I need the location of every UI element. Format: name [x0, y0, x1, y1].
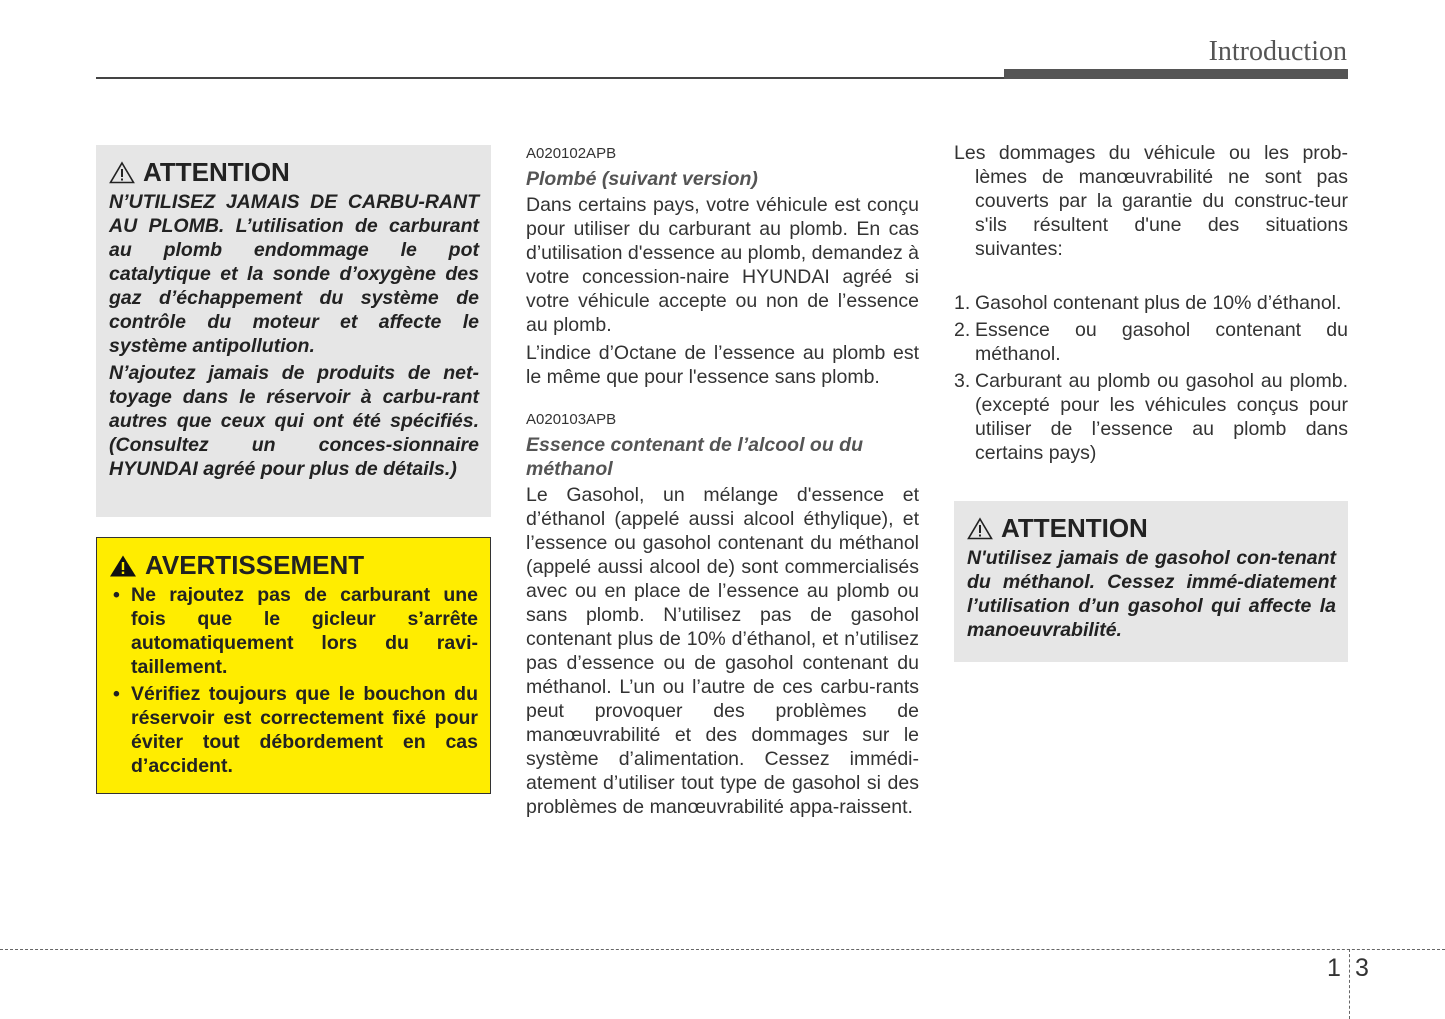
page-number: 3: [1355, 954, 1369, 982]
attention-paragraph: N’UTILISEZ JAMAIS DE CARBU-RANT AU PLOMB. L’utilisation de carburant au plomb endommage le pot catalytique et la sonde d’oxygène des gaz d’échappement du système de contrôle du moteur et affecte le système antipollution.: [109, 191, 479, 357]
footer-divider: [0, 949, 1445, 950]
list-item-text: Essence ou gasohol contenant du méthanol.: [975, 319, 1348, 365]
body-paragraph: Les dommages du véhicule ou les prob-lèmes de manœuvrabilité ne sont pas couverts par la garantie du construc-teur s'ils résultent d'une des situations suivantes:: [954, 142, 1348, 260]
warning-item: • Ne rajoutez pas de carburant une fois que le gicleur s’arrête automatiquement lors du ravi-taillement.: [109, 583, 478, 679]
attention-title: [967, 513, 1336, 544]
section-code: A020103APB: [526, 411, 617, 428]
warning-triangle-icon: [109, 554, 137, 578]
list-item-text: Gasohol contenant plus de 10% d’éthanol.: [975, 292, 1342, 314]
list-item: [954, 369, 1348, 465]
numbered-list: [954, 291, 1348, 465]
middle-column: [526, 145, 919, 819]
body-paragraph: Le Gasohol, un mélange d'essence et d’éthanol (appelé aussi alcool éthylique), et l’essence ou gasohol contenant du méthanol (appelé aussi alcool de) sont commercialisés avec ou en place de l’essence au plomb ou sans plomb. N’utilisez pas de gasohol contenant plus de 10% d’éthanol, et n’utilisez pas d’essence ou de gasohol contenant du méthanol. L’un ou l’autre de ces carbu-rants peut provoquer des problèmes de manœuvrabilité et des dommages sur le système d’alimentation. Cessez immédi-atement d’utiliser tout type de gasohol si des problèmes de manœuvrabilité appa-raissent.: [526, 484, 919, 818]
header-rule-accent: [1004, 69, 1348, 79]
right-column: [954, 141, 1348, 465]
caution-triangle-icon: [967, 517, 993, 540]
body-paragraph: L’indice d’Octane de l’essence au plomb est le même que pour l'essence sans plomb.: [526, 342, 919, 388]
caution-triangle-icon: [109, 161, 135, 184]
list-item-number: 1.: [954, 292, 971, 314]
section-code: A020102APB: [526, 145, 617, 162]
list-item-number: 3.: [954, 370, 971, 392]
header-rule: [96, 77, 1006, 79]
warning-item: • Vérifiez toujours que le bouchon du réservoir est correctement fixé pour éviter tout débordement en cas d’accident.: [109, 682, 478, 778]
list-item-text: Carburant au plomb ou gasohol au plomb. (excepté pour les véhicules conçus pour utiliser de l’essence au plomb dans certains pays): [975, 370, 1348, 464]
warning-title: [109, 550, 478, 581]
footer-page-divider: [1349, 949, 1350, 1019]
attention-box-lead: [96, 145, 491, 517]
attention-paragraph: N’ajoutez jamais de produits de net-toyage dans le réservoir à carbu-rant autres que ceux qui ont été spécifiés. (Consultez un conces-sionnaire HYUNDAI agréé pour plus de détails.): [109, 362, 479, 480]
list-item-number: 2.: [954, 319, 971, 341]
section-heading: Plombé (suivant version): [526, 168, 758, 190]
warning-list: [109, 583, 478, 778]
chapter-number: 1: [1327, 954, 1341, 982]
attention-box-right: [954, 501, 1348, 662]
attention-paragraph: N'utilisez jamais de gasohol con-tenant du méthanol. Cessez immé-diatement l’utilisation d’un gasohol qui affecte la manoeuvrabilité.: [967, 547, 1336, 641]
attention-title: [109, 157, 479, 188]
body-paragraph: Dans certains pays, votre véhicule est conçu pour utiliser du carburant au plomb. En cas d’utilisation d'essence au plomb, demandez à votre concession-naire HYUNDAI agréé si votre véhicule accepte ou non de l’essence au plomb.: [526, 194, 919, 336]
attention-title-text: ATTENTION: [1001, 513, 1148, 543]
list-item: [954, 318, 1348, 366]
attention-title-text: ATTENTION: [143, 157, 290, 187]
section-heading: Essence contenant de l’alcool ou du méthanol: [526, 434, 863, 480]
warning-box: [96, 537, 491, 794]
warning-title-text: AVERTISSEMENT: [145, 550, 365, 580]
page-section-title: Introduction: [1208, 36, 1347, 67]
list-item: [954, 291, 1348, 315]
